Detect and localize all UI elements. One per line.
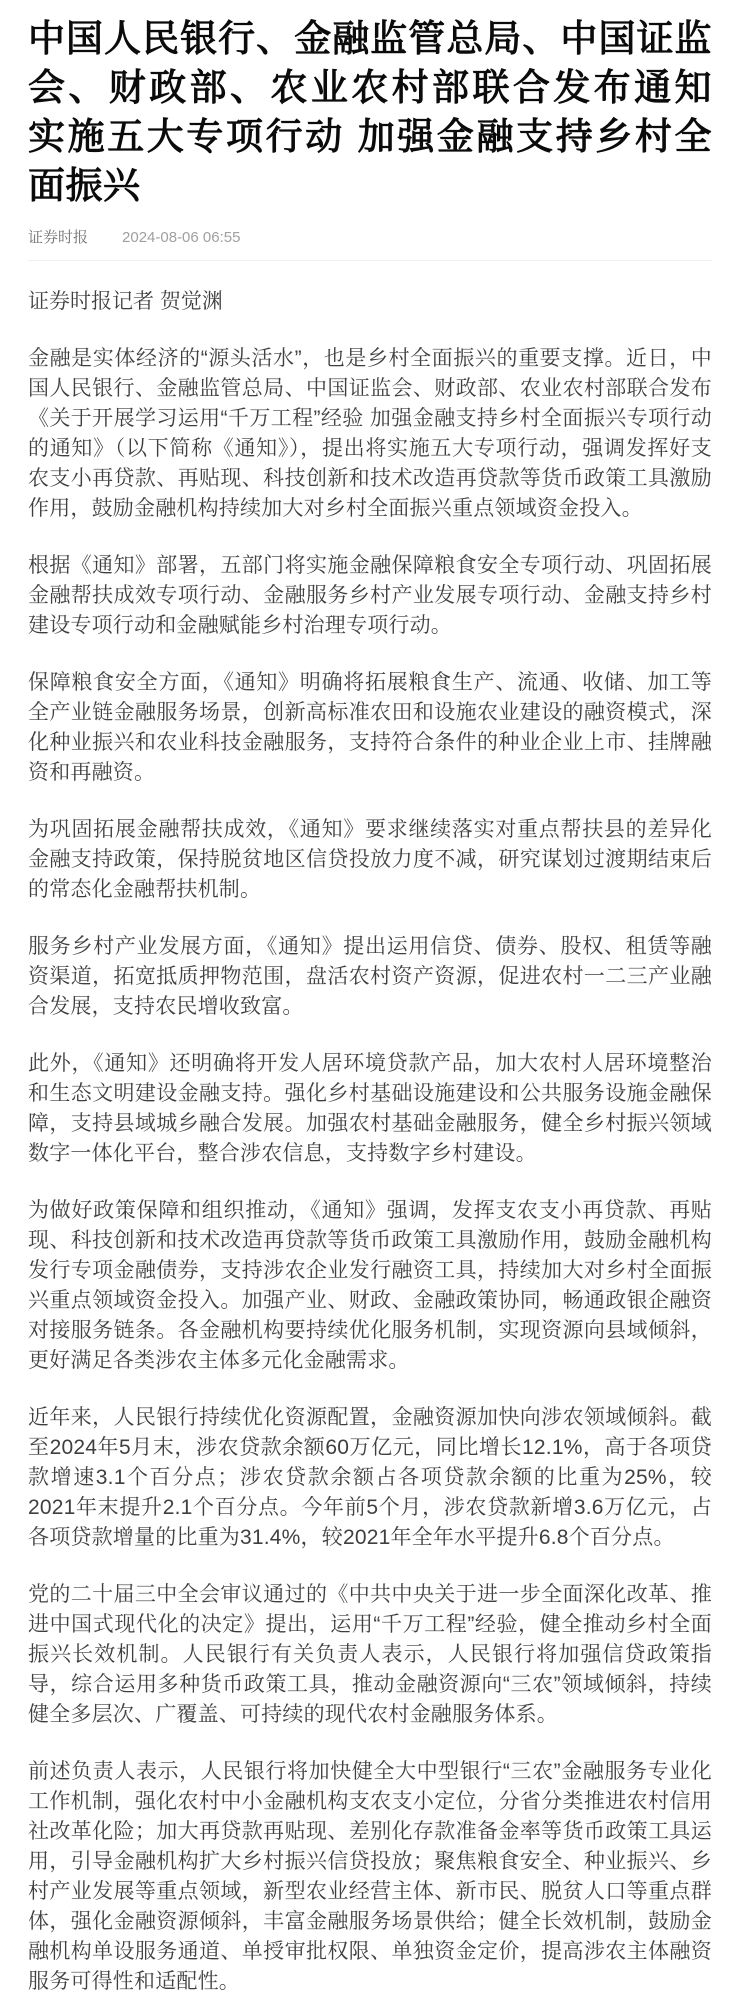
article-paragraph: 为巩固拓展金融帮扶成效，《通知》要求继续落实对重点帮扶县的差异化金融支持政策，保持脱贫地区信贷投放力度不减，研究谋划过渡期结束后的常态化金融帮扶机制。 [28,818,712,901]
article-title: 中国人民银行、金融监管总局、中国证监会、财政部、农业农村部联合发布通知 实施五大专项行动 加强金融支持乡村全面振兴 [28,18,712,206]
publish-timestamp: 2024-08-06 06:55 [122,229,241,246]
article-paragraph: 此外，《通知》还明确将开发人居环境贷款产品，加大农村人居环境整治和生态文明建设金融支持。强化乡村基础设施建设和公共服务设施金融保障，支持县域城乡融合发展。加强农村基础金融服务，健全乡村振兴领域数字一体化平台，整合涉农信息，支持数字乡村建设。 [28,1052,712,1165]
article-paragraph: 根据《通知》部署，五部门将实施金融保障粮食安全专项行动、巩固拓展金融帮扶成效专项行动、金融服务乡村产业发展专项行动、金融支持乡村建设专项行动和金融赋能乡村治理专项行动。 [28,554,712,637]
article-paragraph: 保障粮食安全方面，《通知》明确将拓展粮食生产、流通、收储、加工等全产业链金融服务场景，创新高标准农田和设施农业建设的融资模式，深化种业振兴和农业科技金融服务，支持符合条件的种业企业上市、挂牌融资和再融资。 [28,671,712,784]
reporter-byline: 证券时报记者 贺觉渊 [28,290,223,313]
article-paragraph: 党的二十届三中全会审议通过的《中共中央关于进一步全面深化改革、推进中国式现代化的决定》提出，运用“千万工程”经验，健全推动乡村全面振兴长效机制。人民银行有关负责人表示，人民银行将加强信贷政策指导，综合运用多种货币政策工具，推动金融资源向“三农”领域倾斜，持续健全多层次、广覆盖、可持续的现代农村金融服务体系。 [28,1583,712,1726]
article-paragraph: 金融是实体经济的“源头活水”，也是乡村全面振兴的重要支撑。近日，中国人民银行、金融监管总局、中国证监会、财政部、农业农村部联合发布《关于开展学习运用“千万工程”经验 加强金融支持乡村全面振兴专项行动的通知》（以下简称《通知》），提出将实施五大专项行动，强调发挥好支农支小再贷款、再贴现、科技创新和技术改造再贷款等货币政策工具激励作用，鼓励金融机构持续加大对乡村全面振兴重点领域资金投入。 [28,347,712,520]
source-name[interactable]: 证券时报 [28,229,89,246]
article-paragraph: 前述负责人表示，人民银行将加快健全大中型银行“三农”金融服务专业化工作机制，强化农村中小金融机构支农支小定位，分省分类推进农村信用社改革化险；加大再贷款再贴现、差别化存款准备金率等货币政策工具运用，引导金融机构扩大乡村振兴信贷投放；聚焦粮食安全、种业振兴、乡村产业发展等重点领域，新型农业经营主体、新市民、脱贫人口等重点群体，强化金融资源倾斜，丰富金融服务场景供给；健全长效机制，鼓励金融机构单设服务通道、单授审批权限、单独资金定价，提高涉农主体融资服务可得性和适配性。 [28,1760,712,1993]
meta-divider [28,260,712,261]
article-paragraph: 近年来，人民银行持续优化资源配置，金融资源加快向涉农领域倾斜。截至2024年5月末，涉农贷款余额60万亿元，同比增长12.1%，高于各项贷款增速3.1个百分点；涉农贷款余额占各项贷款余额的比重为25%，较2021年末提升2.1个百分点。今年前5个月，涉农贷款新增3.6万亿元，占各项贷款增量的比重为31.4%，较2021年全年水平提升6.8个百分点。 [28,1406,712,1549]
article-meta [28,229,712,247]
article-paragraph: 为做好政策保障和组织推动，《通知》强调，发挥支农支小再贷款、再贴现、科技创新和技术改造再贷款等货币政策工具激励作用，鼓励金融机构发行专项金融债券，支持涉农企业发行融资工具，持续加大对乡村全面振兴重点领域资金投入。加强产业、财政、金融政策协同，畅通政银企融资对接服务链条。各金融机构要持续优化服务机制，实现资源向县域倾斜，更好满足各类涉农主体多元化金融需求。 [28,1199,712,1372]
article-paragraph: 服务乡村产业发展方面，《通知》提出运用信贷、债券、股权、租赁等融资渠道，拓宽抵质押物范围，盘活农村资产资源，促进农村一二三产业融合发展，支持农民增收致富。 [28,935,712,1018]
article-body [28,344,712,1997]
